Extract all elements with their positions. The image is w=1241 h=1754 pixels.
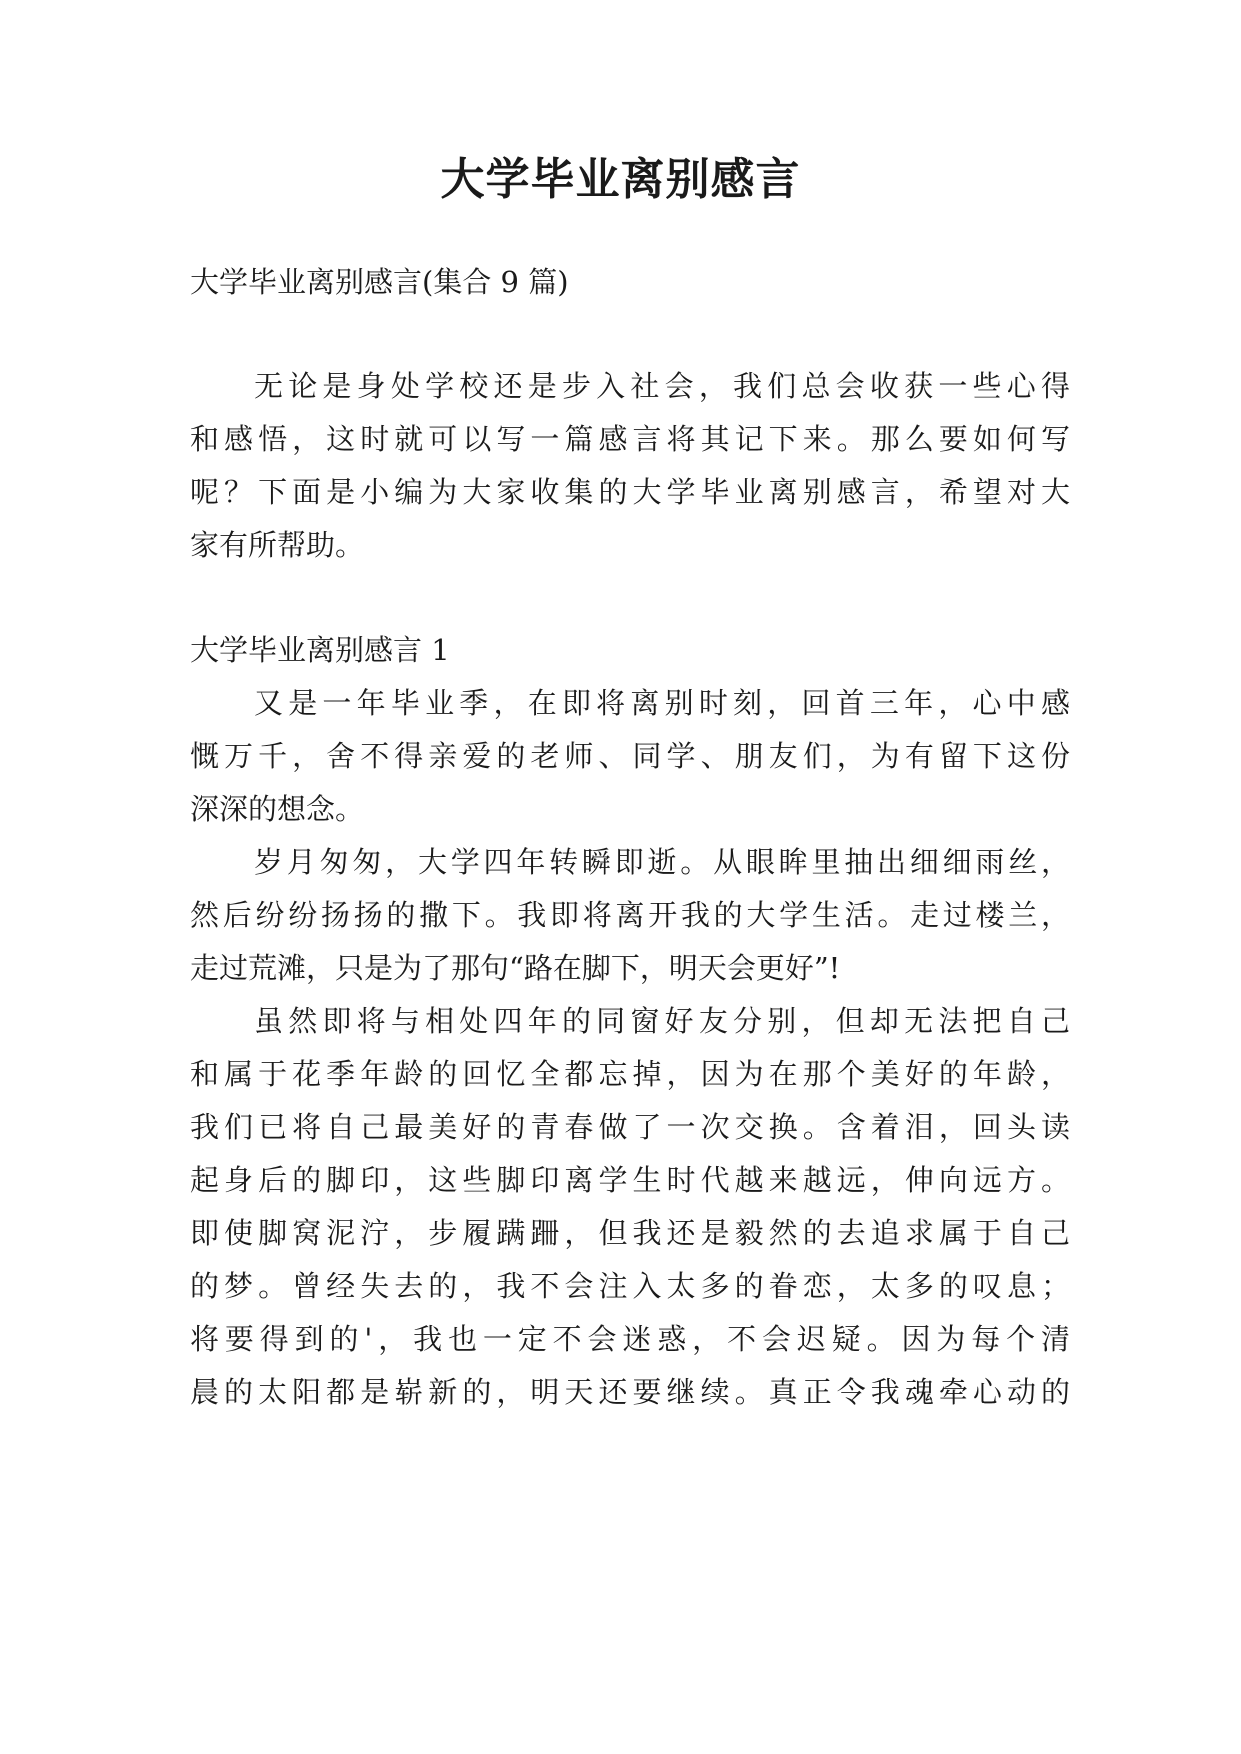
para2-line-3: 走过荒滩，只是为了那句“路在脚下，明天会更好”! — [190, 951, 841, 985]
para3-line-6: 的梦。曾经失去的，我不会注入太多的眷恋，太多的叹息； — [190, 1269, 1070, 1303]
para3-line-8: 晨的太阳都是崭新的，明天还要继续。真正令我魂牵心动的 — [190, 1375, 1070, 1409]
para3-line-3: 我们已将自己最美好的青春做了一次交换。含着泪，回头读 — [190, 1110, 1070, 1144]
para3-line-4: 起身后的脚印，这些脚印离学生时代越来越远，伸向远方。 — [190, 1163, 1070, 1197]
para2-line-1: 岁月匆匆，大学四年转瞬即逝。从眼眸里抽出细细雨丝， — [254, 845, 1070, 879]
para3-line-1: 虽然即将与相处四年的同窗好友分别，但却无法把自己 — [254, 1004, 1070, 1038]
document-title: 大学毕业离别感言 — [440, 154, 801, 205]
para3-line-2: 和属于花季年龄的回忆全都忘掉，因为在那个美好的年龄， — [190, 1057, 1070, 1091]
document-subtitle: 大学毕业离别感言(集合 9 篇) — [190, 265, 569, 299]
intro-line-4: 家有所帮助。 — [190, 528, 365, 562]
para1-line-3: 深深的想念。 — [190, 792, 365, 826]
intro-line-3: 呢？下面是小编为大家收集的大学毕业离别感言，希望对大 — [190, 475, 1070, 509]
para1-line-2: 慨万千，舍不得亲爱的老师、同学、朋友们，为有留下这份 — [190, 739, 1070, 773]
intro-line-2: 和感悟，这时就可以写一篇感言将其记下来。那么要如何写 — [190, 422, 1070, 456]
para2-line-2: 然后纷纷扬扬的撒下。我即将离开我的大学生活。走过楼兰， — [190, 898, 1070, 932]
section-heading: 大学毕业离别感言 1 — [190, 633, 450, 667]
para3-line-7: 将要得到的'，我也一定不会迷惑，不会迟疑。因为每个清 — [190, 1322, 1070, 1356]
para1-line-1: 又是一年毕业季，在即将离别时刻，回首三年，心中感 — [254, 686, 1070, 720]
intro-line-1: 无论是身处学校还是步入社会，我们总会收获一些心得 — [254, 369, 1070, 403]
para3-line-5: 即使脚窝泥泞，步履蹒跚，但我还是毅然的去追求属于自己 — [190, 1216, 1070, 1250]
